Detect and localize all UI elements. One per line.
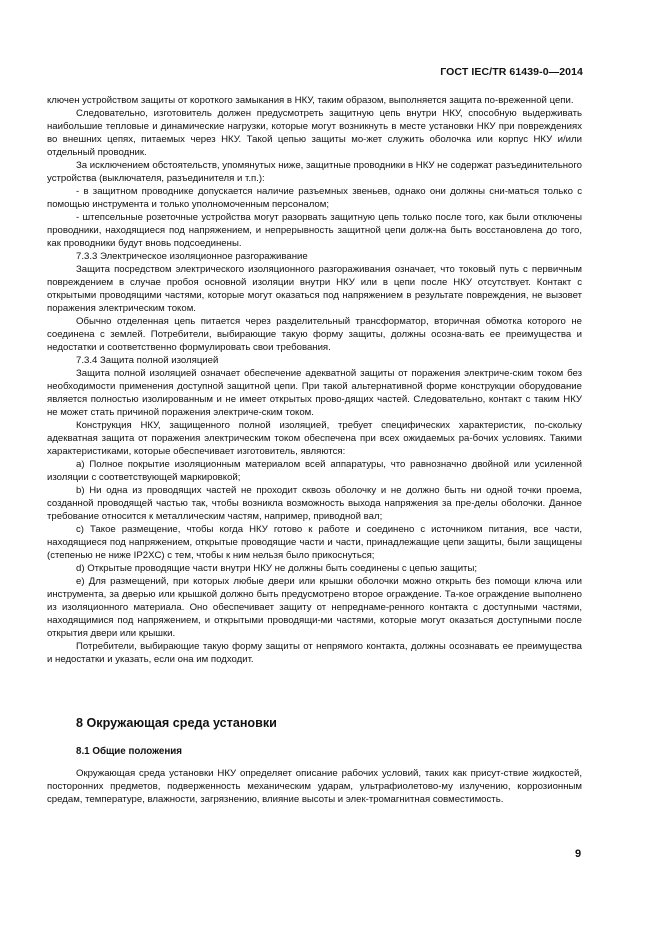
paragraph: За исключением обстоятельств, упомянутых ниже, защитные проводники в НКУ не содержат разъединительного устройства (выключателя, разъединителя и т.п.): <box>47 160 583 184</box>
list-item: a) Полное покрытие изоляционным материалом всей аппаратуры, что равнозначно двойной или усиленной изоляции с соответствующей маркировкой; <box>47 459 582 483</box>
clause-heading: 7.3.3 Электрическое изоляционное разгораживание <box>76 251 308 262</box>
paragraph: Конструкция НКУ, защищенного полной изоляцией, требует специфических характеристик, по-скольку адекватная защита от поражения электрическим током обеспечена при всех ожидаемых ра-бочих условиях. Такими характеристиками, которые обеспечивает изготовитель, являются: <box>47 420 582 457</box>
list-item: - штепсельные розеточные устройства могут разорвать защитную цепь только после того, как были отключены проводники, находящиеся под напряжением, и непрерывность защитной цепи долж-на быть восстановлена до того, как проводники будут вновь подсоединены. <box>47 212 582 249</box>
subsection-heading: 8.1 Общие положения <box>76 746 183 757</box>
paragraph: Защита посредством электрического изоляционного разгораживания означает, что токовый путь с первичным повреждением в случае пробоя основной изоляции внутри НКУ или в цепи после НКУ отсутствует. Контакт с открытыми проводящими частями, которые могут оказаться под напряжением в результате повреждения, не вызовет поражения электрическим током. <box>47 264 582 314</box>
paragraph: Окружающая среда установки НКУ определяет описание рабочих условий, таких как присут-ствие жидкостей, посторонних предметов, подверженность механическим ударам, ультрафиолетово-му излучению, коррозионным средам, температуре, влажности, загрязнению, влияние высоты и элек-тромагнитная совместимость. <box>47 768 582 805</box>
paragraph: Обычно отделенная цепь питается через разделительный трансформатор, вторичная обмотка которого не соединена с землей. Потребители, выбирающие такую форму защиты, должны осозна-вать ее преимущества и недостатки и соответственно формулировать свои требования. <box>47 316 582 353</box>
section-heading: 8 Окружающая среда установки <box>76 716 277 730</box>
section-body-text <box>47 767 582 806</box>
list-item: e) Для размещений, при которых любые двери или крышки оболочки можно открыть без помощи ключа или инструмента, за дверью или крышкой должно быть предусмотрено второе ограждение. Та-кое ограждение выполнено из изоляционного материала. Оно обеспечивает защиту от непреднаме-ренного контакта с доступными частями, находящимися под напряжением, и открытыми проводящи-ми частями, которые могут оказаться доступными после открытия двери или крышки. <box>47 576 582 639</box>
body-text <box>47 94 582 666</box>
list-item: c) Такое размещение, чтобы когда НКУ готово к работе и соединено с источником питания, все части, находящиеся под напряжением, открытые проводящие части и части, принадлежащие цепи защиты, были защищены (степенью не ниже IP2XC) с тем, чтобы к ним нельзя было прикоснуться; <box>47 524 582 561</box>
list-item: d) Открытые проводящие части внутри НКУ не должны быть соединены с цепью защиты; <box>76 563 478 574</box>
paragraph: ключен устройством защиты от короткого замыкания в НКУ, таким образом, выполняется защита по-вреженной цепи. <box>47 95 574 106</box>
clause-heading: 7.3.4 Защита полной изоляцией <box>76 355 219 366</box>
page-number: 9 <box>575 848 582 860</box>
list-item: b) Ни одна из проводящих частей не проходит сквозь оболочку и не должно быть ни одной точки проема, созданной проводящей частью так, чтобы возникла возможность выхода напряжения за пре-делы оболочки. Данное требование относится к металлическим частям, например, приводной вал; <box>47 485 582 522</box>
standard-header: ГОСТ IEC/TR 61439-0—2014 <box>440 66 583 78</box>
list-item: - в защитном проводнике допускается наличие разъемных звеньев, однако они должны сни-маться только с помощью инструмента и только уполномоченным персоналом; <box>47 186 582 210</box>
paragraph: Защита полной изоляцией означает обеспечение адекватной защиты от поражения электриче-ским током без необходимости применения доступной защитной цепи. При такой альтернативной форме конструкции оборудование является полностью изолированным и не имеет открытых прово-дящих частей. Следовательно, контакт с таким НКУ не может стать причиной поражения электриче-ским током. <box>47 368 582 418</box>
paragraph: Потребители, выбирающие такую форму защиты от непрямого контакта, должны осознавать ее преимущества и недостатки и указать, если она им подходит. <box>47 641 582 665</box>
paragraph: Следовательно, изготовитель должен предусмотреть защитную цепь внутри НКУ, способную выдерживать наибольшие тепловые и динамические нагрузки, которые могут возникнуть в месте установки НКУ при повреждениях во внешних цепях, питаемых через НКУ. Такой цепью защиты мо-жет служить оболочка или корпус НКУ и/или отдельный проводник. <box>47 108 582 158</box>
